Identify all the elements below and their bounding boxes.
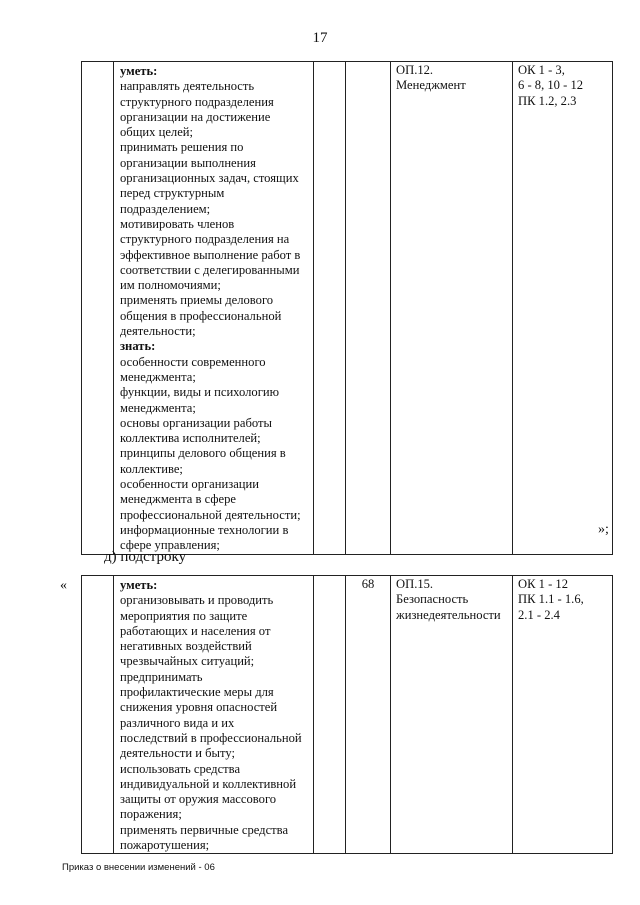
- skills-text: организовывать и проводить мероприятия по защите работающих и населения от негативных воздействий чрезвычайных ситуаций; предпринимать профилактические меры для снижения уровня опасностей различного вида и их последствий в профессиональной деятельности и быту; использовать средства индивидуальной и коллективной защиты от оружия массового поражения; применять первичные средства пожаротушения;: [120, 593, 302, 853]
- skills-header: уметь:: [120, 578, 158, 592]
- discipline-cell: ОП.12. Менеджмент: [391, 62, 513, 555]
- footer-note: Приказ о внесении изменений - 06: [62, 862, 215, 873]
- competencies-cell: ОК 1 - 12 ПК 1.1 - 1.6, 2.1 - 2.4: [513, 576, 613, 854]
- page-number: 17: [312, 30, 328, 46]
- hours-max-cell: [314, 62, 346, 555]
- skills-header: уметь:: [120, 64, 158, 78]
- skills-cell: [114, 576, 314, 854]
- discipline-cell: ОП.15. Безопасность жизнедеятельности: [391, 576, 513, 854]
- competencies-cell: ОК 1 - 3, 6 - 8, 10 - 12 ПК 1.2, 2.3: [513, 62, 613, 555]
- hours-max-cell: [314, 576, 346, 854]
- opening-quote: «: [60, 578, 67, 593]
- knowledge-header: знать:: [120, 339, 156, 354]
- hours-cell: 68: [346, 576, 391, 854]
- skills-text: направлять деятельность структурного подразделения организации на достижение общих целей; принимать решения по организации выполнения организационных задач, стоящих перед структурным подразделением; мотивировать членов структурного подразделения на эффективное выполнение работ в соответствии с делегированными им полномочиями; применять приемы делового общения в профессиональной деятельности;: [120, 79, 301, 339]
- skills-knowledge-cell: [114, 62, 314, 555]
- index-cell: [82, 576, 114, 854]
- index-cell: [82, 62, 114, 555]
- sub-heading: д) подстроку: [104, 549, 187, 565]
- closing-quote: »;: [598, 522, 609, 537]
- competency-table-2: [81, 575, 613, 854]
- competency-table-1: [81, 61, 613, 555]
- hours-cell: [346, 62, 391, 555]
- knowledge-text: особенности современного менеджмента; функции, виды и психологию менеджмента; основы организации работы коллектива исполнителей; принципы делового общения в коллективе; особенности организации менеджмента в сфере профессиональной деятельности; информационные технологии в сфере управления;: [120, 354, 301, 553]
